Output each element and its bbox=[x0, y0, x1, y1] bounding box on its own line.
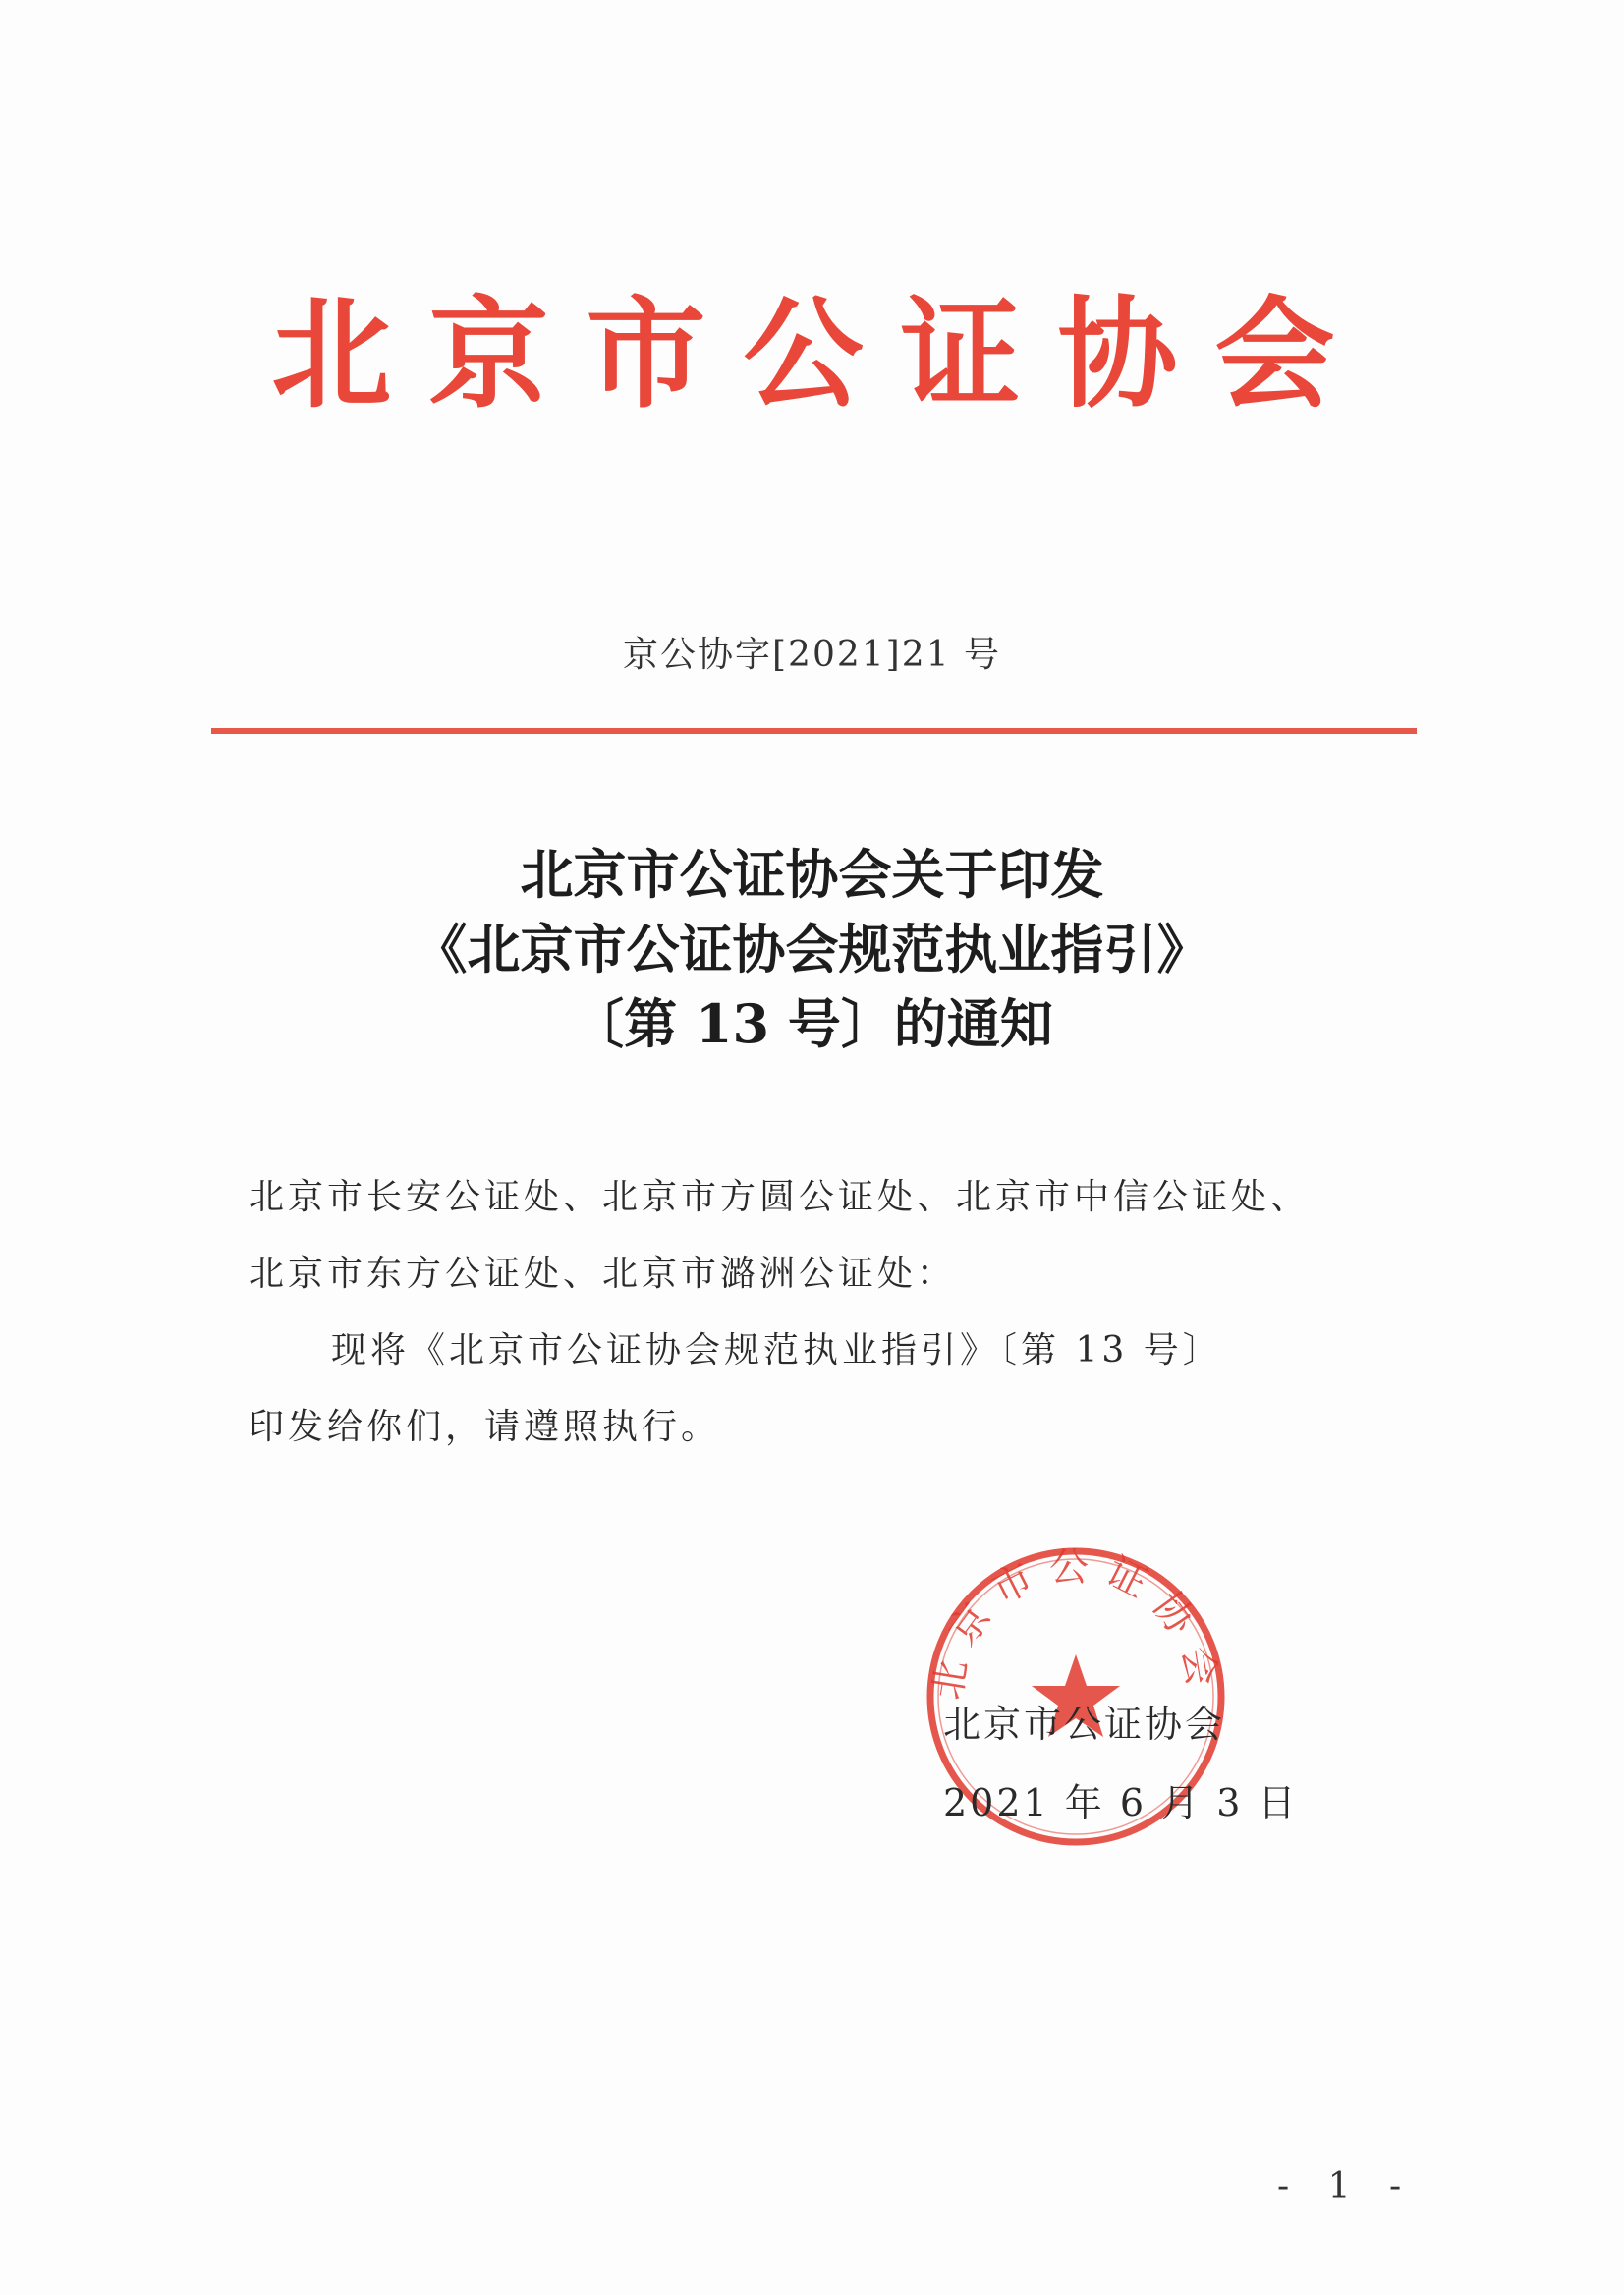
organization-header: 北京市公证协会 bbox=[271, 285, 1372, 424]
addressees-line-1: 北京市长安公证处、北京市方圆公证处、北京市中信公证处、 bbox=[249, 1177, 1311, 1217]
title-line-2: 《北京市公证协会规范执业指引》 bbox=[414, 918, 1210, 980]
page-number: - 1 - bbox=[1277, 2166, 1416, 2207]
paragraph-line-1: 现将《北京市公证协会规范执业指引》〔第 13 号〕 bbox=[331, 1330, 1222, 1371]
signature-block bbox=[943, 1685, 1298, 1842]
document-title bbox=[0, 837, 1624, 1061]
signature-organization: 北京市公证协会 bbox=[943, 1703, 1226, 1746]
paragraph-line-2: 印发给你们，请遵照执行。 bbox=[249, 1407, 721, 1447]
title-line-3: 〔第 13 号〕的通知 bbox=[571, 992, 1053, 1055]
signature-date: 2021 年 6 月 3 日 bbox=[943, 1781, 1299, 1824]
document-body bbox=[249, 1159, 1408, 1466]
red-divider-rule bbox=[211, 728, 1417, 734]
document-number: 京公协字[2021]21 号 bbox=[623, 635, 1001, 675]
addressees-line-2: 北京市东方公证处、北京市潞洲公证处： bbox=[249, 1254, 957, 1294]
seal-text: 北京市公证协会 bbox=[924, 1544, 1227, 1704]
title-line-1: 北京市公证协会关于印发 bbox=[520, 843, 1104, 906]
